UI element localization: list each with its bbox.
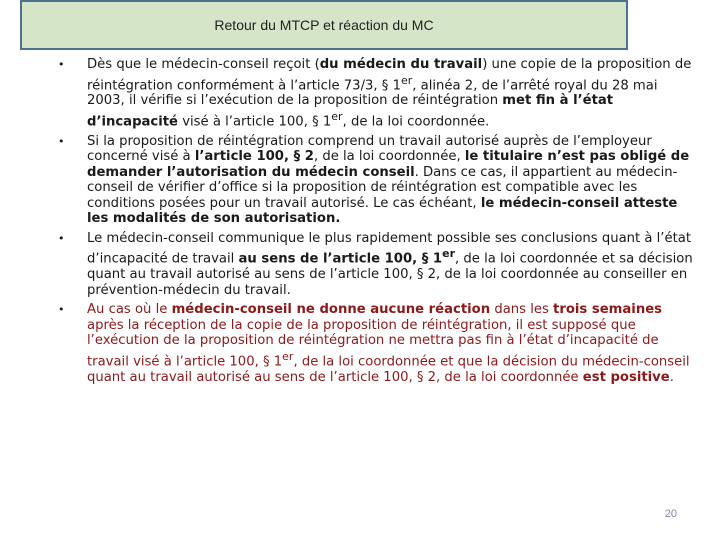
slide-title-box	[20, 0, 628, 50]
bullet-item-1	[58, 57, 698, 130]
bullet-text-accent-bold: médecin-conseil ne donne aucune réaction	[171, 302, 491, 318]
bullet-text-bold: du médecin du travail	[319, 57, 483, 72]
bullet-text-accent-bold: est positive	[582, 369, 670, 385]
superscript: er	[331, 109, 343, 123]
bullet-text: . Dans ce cas, il appartient au médecin-conseil de vérifier d’office si la proposition de réintégration est compatible avec les conditions posées pour un travail autorisé. Le cas échéant,	[87, 164, 678, 211]
bullet-text-accent-bold: trois semaines	[553, 302, 662, 318]
bullet-item-4	[58, 302, 698, 385]
slide-title: Retour du MTCP et réaction du MC	[214, 17, 434, 33]
bullet-item-2	[58, 134, 698, 227]
superscript: er	[400, 73, 413, 87]
bullet-text-bold: le titulaire n’est pas obligé de demander l’autorisation du médecin conseil	[87, 149, 690, 180]
bullet-text: visé à l’article 100, § 1	[178, 114, 332, 130]
bullet-text-accent: , de la loi coordonnée et que la décision du médecin-conseil quant au travail autorisé au sens de l’article 100, § 2, de la loi coordonnée	[87, 354, 690, 385]
bullet-icon: •	[58, 303, 65, 317]
bullet-text-accent: .	[669, 369, 674, 385]
bullet-icon: •	[58, 58, 65, 71]
bullet-text-accent: après la réception de la copie de la proposition de réintégration, il est supposé que l’exécution de la proposition de réintégration ne mettra pas fin à l’état d’incapacité de travail visé à l’article 100, § 1	[87, 317, 659, 370]
bullet-text: , de la loi coordonnée et sa décision quant au travail autorisé au sens de l’article 100, § 2, de la loi coordonnée au conseiller en prévention-médecin du travail.	[87, 251, 693, 298]
bullet-item-3	[58, 231, 698, 298]
superscript: er	[442, 247, 456, 261]
bullet-text: Si la proposition de réintégration comprend un travail autorisé auprès de l’employeur concerné visé à	[87, 133, 652, 165]
bullet-text-bold: le médecin-conseil atteste les modalités de son autorisation.	[87, 195, 678, 227]
page-number: 20	[664, 508, 677, 520]
bullet-text-accent: Au cas où le	[87, 302, 172, 318]
bullet-icon: •	[58, 231, 65, 245]
bullet-text-bold: met fin à l’état d’incapacité	[87, 93, 614, 130]
bullet-text: , de la loi coordonnée,	[313, 149, 465, 165]
bullet-text: Le médecin-conseil communique le plus rapidement possible ses conclusions quant à l’état d’incapacité de travail	[87, 230, 692, 267]
bullet-text: , de la loi coordonnée.	[342, 114, 490, 130]
bullet-text: Dès que le médecin-conseil reçoit (	[87, 57, 320, 72]
bullet-text: ) une copie de la proposition de réintégration conformément à l’article 73/3, § 1	[87, 57, 692, 93]
bullet-list	[58, 57, 698, 385]
bullet-text: , alinéa 2, de l’arrêté royal du 28 mai 2003, il vérifie si l’exécution de la proposition de réintégration	[87, 77, 658, 109]
superscript: er	[282, 349, 294, 363]
bullet-icon: •	[58, 134, 65, 148]
bullet-text-accent: dans les	[490, 302, 554, 318]
bullet-text-bold: au sens de l’article 100, § 1	[238, 251, 443, 267]
bullet-text-bold: l’article 100, § 2	[194, 149, 314, 165]
